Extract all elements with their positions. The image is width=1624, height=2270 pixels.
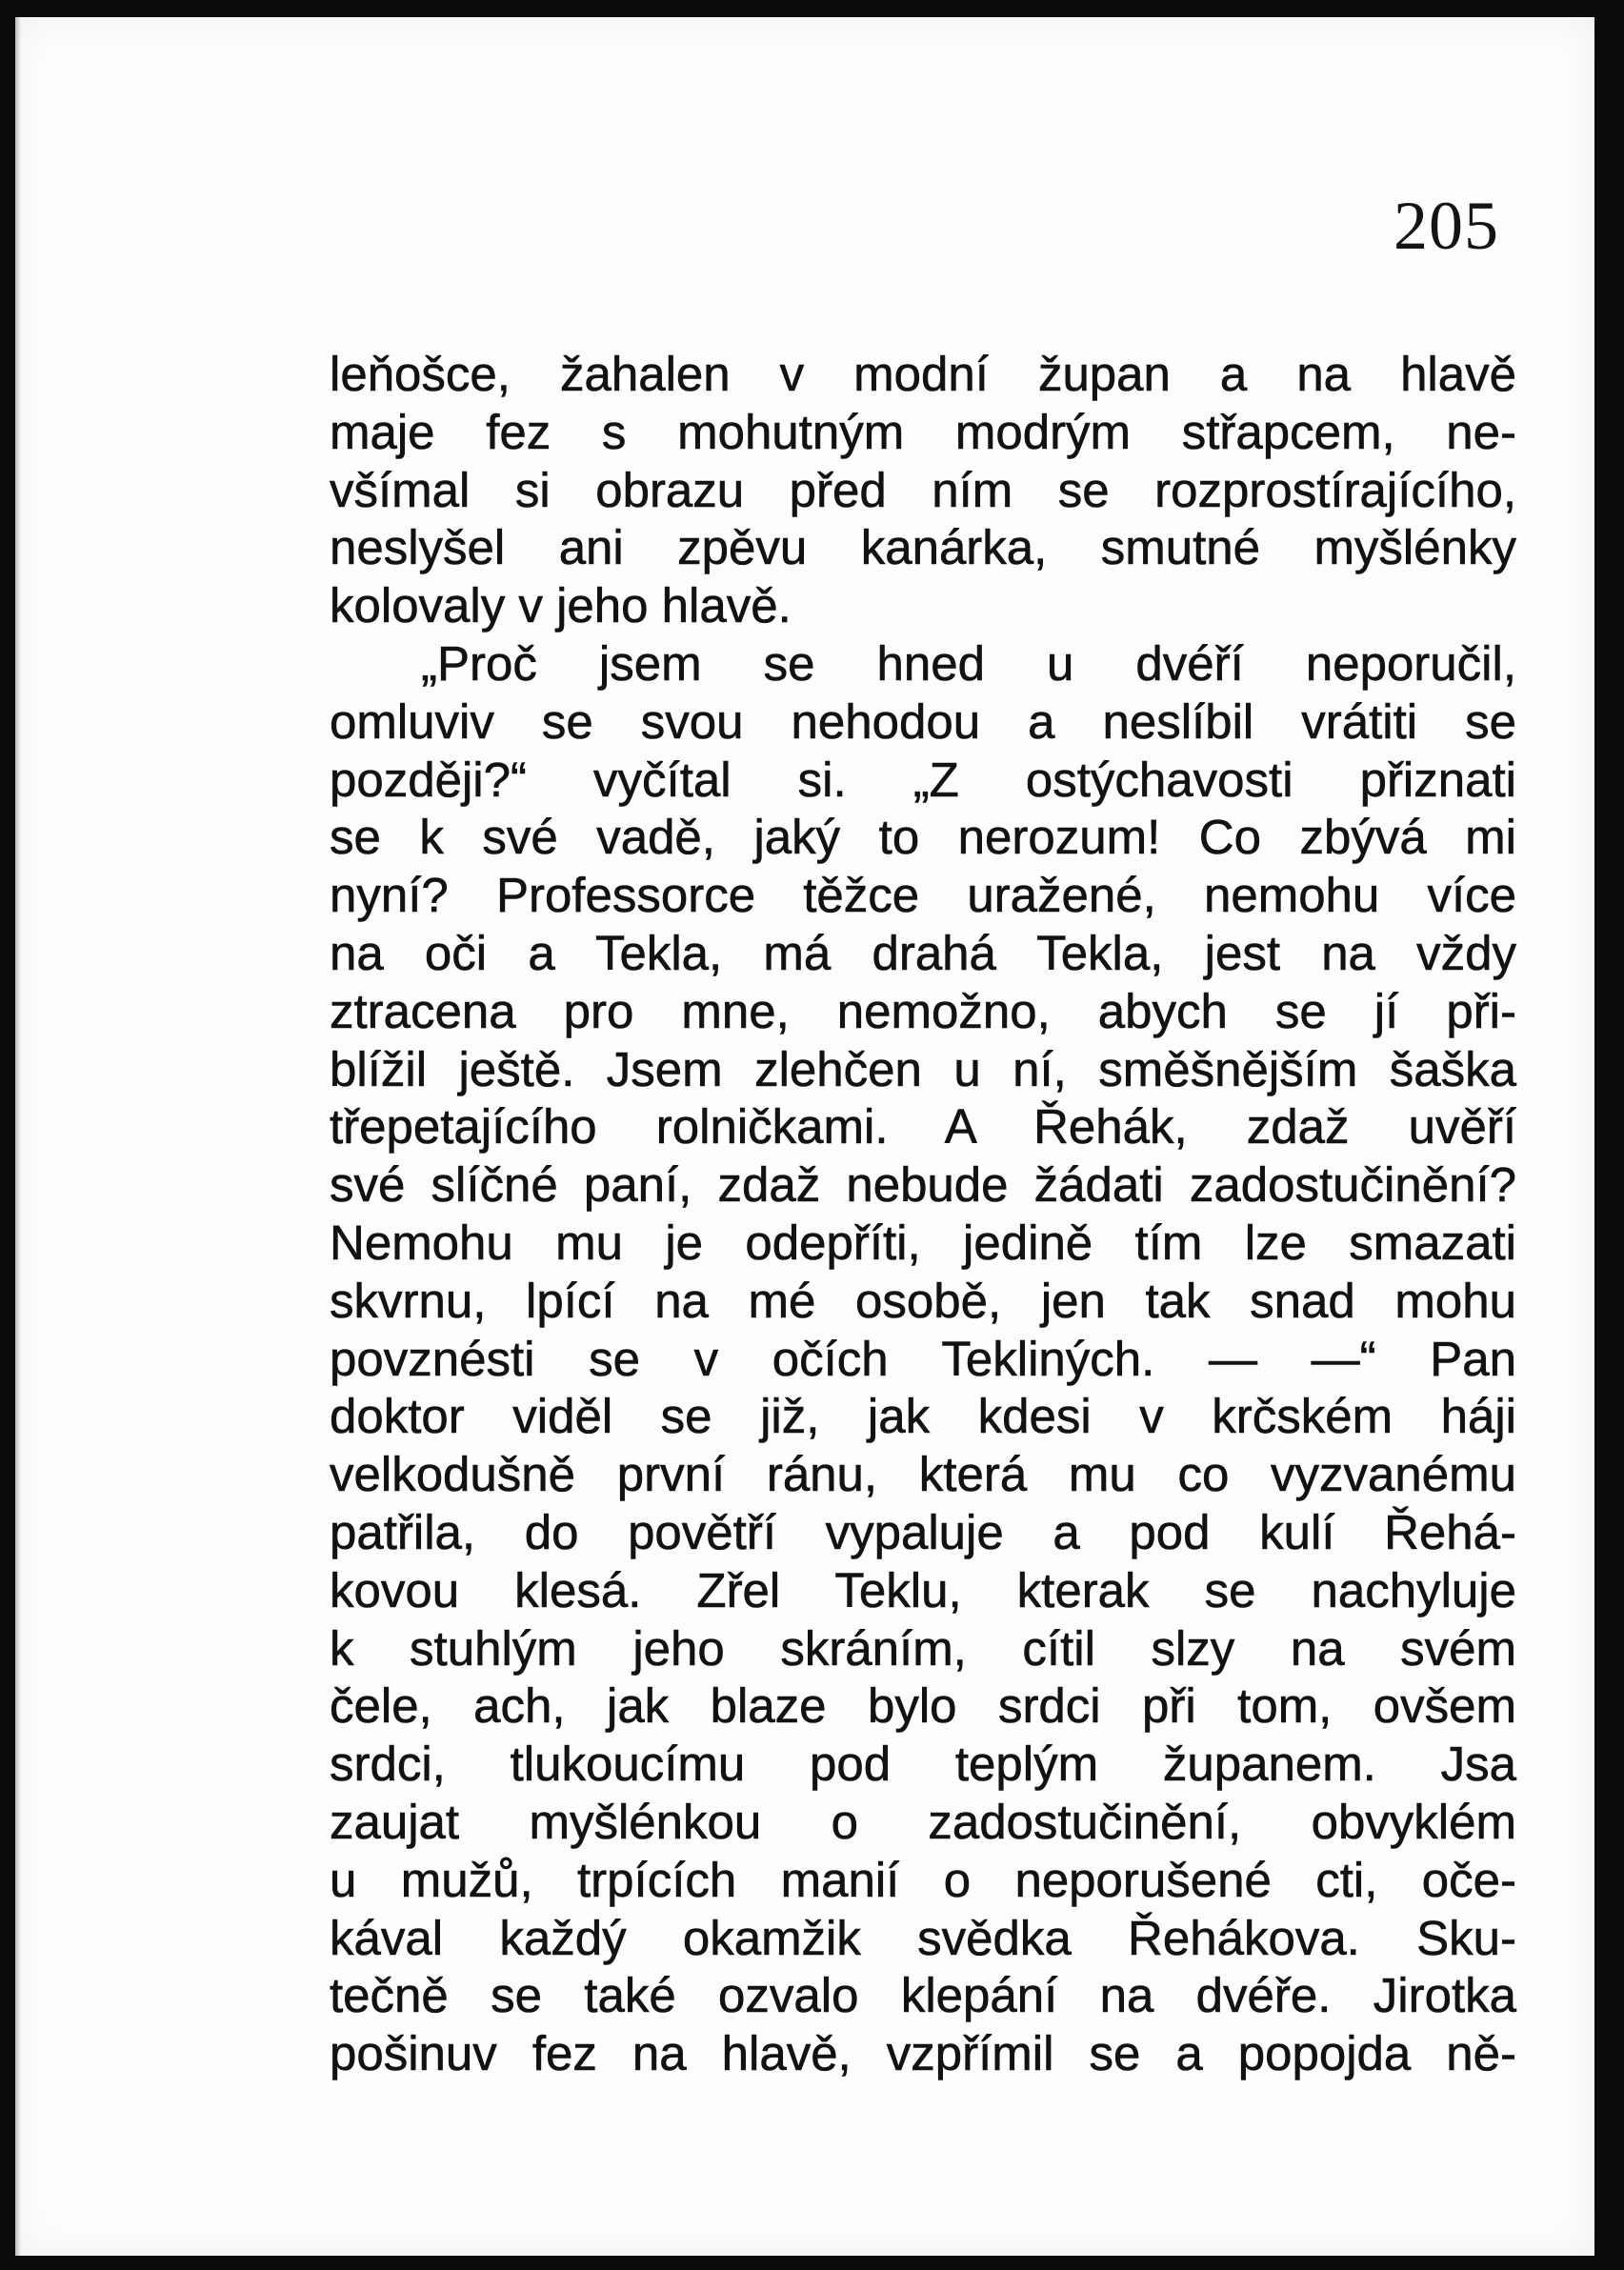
- text-line: kovou klesá. Zřel Teklu, kterak se nachyluje: [330, 1562, 1516, 1617]
- page-edge-shadow: [15, 17, 21, 2256]
- text-line: „Proč jsem se hned u dvéří neporučil,: [421, 635, 1516, 691]
- text-line: později?“ vyčítal si. „Z ostýchavosti přiznati: [330, 752, 1516, 807]
- text-line: k stuhlým jeho skráním, cítil slzy na svém: [330, 1620, 1516, 1676]
- text-line: zaujat myšlénkou o zadostučinění, obvyklém: [330, 1794, 1516, 1849]
- text-line: kolovaly v jeho hlavě.: [330, 578, 792, 633]
- page-number: 205: [1393, 188, 1499, 264]
- text-line: povznésti se v očích Tekliných. — —“ Pan: [330, 1331, 1516, 1386]
- text-line: leňošce, žahalen v modní župan a na hlavě: [330, 347, 1516, 401]
- text-line: kával každý okamžik svědka Řehákova. Sku-: [330, 1910, 1516, 1965]
- text-line: Nemohu mu je odepříti, jedině tím lze smazati: [330, 1215, 1516, 1270]
- text-line: čele, ach, jak blaze bylo srdci při tom, ovšem: [330, 1678, 1516, 1734]
- text-line: patřila, do povětří vypaluje a pod kulí Řehá-: [330, 1504, 1516, 1559]
- text-line: tečně se také ozvalo klepání na dvéře. Jirotka: [330, 1968, 1516, 2023]
- text-line: u mužů, trpících manií o neporušené cti, oče-: [330, 1852, 1516, 1907]
- text-line: své slíčné paní, zdaž nebude žádati zadostučinění?: [330, 1157, 1516, 1213]
- text-line: na oči a Tekla, má drahá Tekla, jest na vždy: [330, 925, 1516, 980]
- text-line: neslyšel ani zpěvu kanárka, smutné myšlénky: [330, 520, 1516, 575]
- text-line: pošinuv fez na hlavě, vzpřímil se a popojda ně-: [330, 2026, 1516, 2081]
- text-line: maje fez s mohutným modrým střapcem, ne-: [330, 404, 1516, 459]
- book-page: [15, 17, 1594, 2256]
- text-line: nyní? Professorce těžce uražené, nemohu více: [330, 868, 1516, 923]
- text-line: se k své vadě, jaký to nerozum! Co zbývá mi: [330, 810, 1516, 865]
- text-line: doktor viděl se již, jak kdesi v krčském háji: [330, 1389, 1516, 1444]
- text-line: omluviv se svou nehodou a neslíbil vrátiti se: [330, 693, 1516, 749]
- text-line: velkodušně první ránu, která mu co vyzvanému: [330, 1447, 1516, 1502]
- text-line: srdci, tlukoucímu pod teplým županem. Jsa: [330, 1737, 1516, 1792]
- text-line: ztracena pro mne, nemožno, abych se jí při-: [330, 983, 1516, 1038]
- text-line: všímal si obrazu před ním se rozprostírajícího,: [330, 462, 1516, 517]
- body-text: [330, 346, 1516, 2083]
- text-line: skvrnu, lpící na mé osobě, jen tak snad mohu: [330, 1273, 1516, 1328]
- text-line: třepetajícího rolničkami. A Řehák, zdaž uvěří: [330, 1099, 1516, 1155]
- text-line: blížil ještě. Jsem zlehčen u ní, směšnějším šaška: [330, 1041, 1516, 1096]
